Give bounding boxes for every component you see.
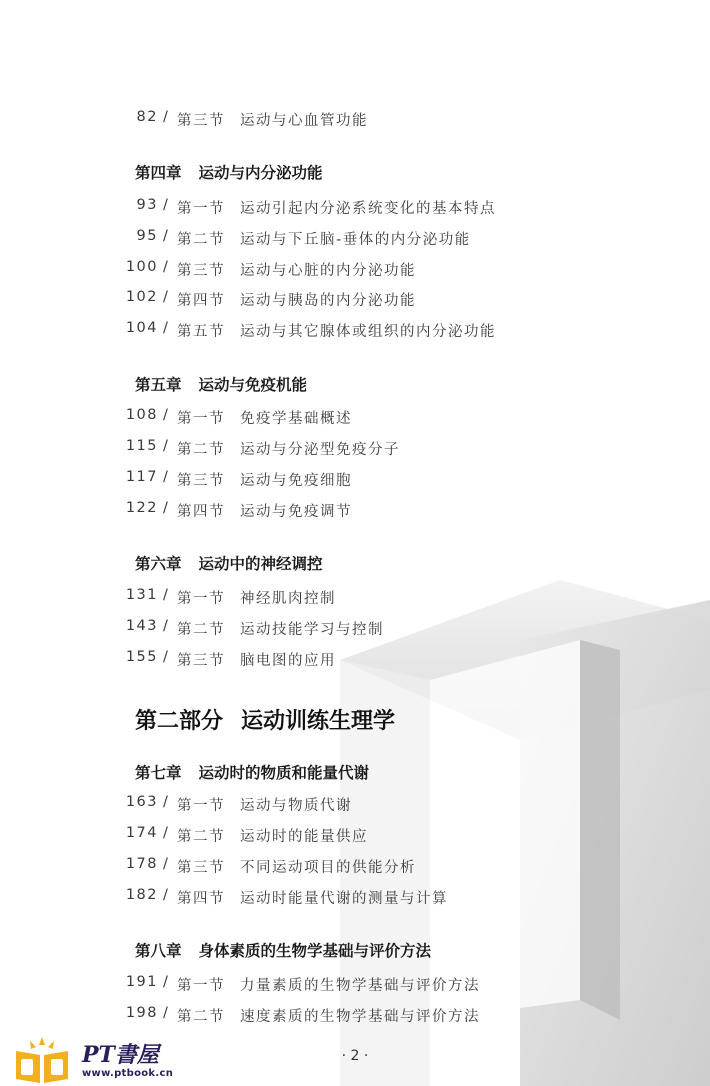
entry-title: 运动时能量代谢的测量与计算 xyxy=(240,891,448,907)
separator: / xyxy=(163,197,170,213)
chapter-heading[interactable] xyxy=(135,373,307,395)
entry-section: 第二节 xyxy=(177,232,225,248)
chapter-title: 运动与内分泌功能 xyxy=(198,164,323,182)
separator: / xyxy=(163,887,170,903)
watermark-logo xyxy=(12,1035,192,1085)
entry-page: 115 xyxy=(125,438,158,454)
entry-page: 102 xyxy=(125,289,158,305)
entry-section: 第三节 xyxy=(177,113,225,129)
separator: / xyxy=(163,109,170,125)
entry-section: 第三节 xyxy=(177,653,225,669)
entry-title: 运动时的能量供应 xyxy=(240,829,368,845)
entry-section: 第二节 xyxy=(177,1009,225,1025)
entry-title: 运动与免疫调节 xyxy=(240,504,352,520)
entry-page: 122 xyxy=(125,500,158,516)
separator: / xyxy=(163,469,170,485)
entry-section: 第一节 xyxy=(177,978,225,994)
entry-page: 191 xyxy=(125,974,158,990)
separator: / xyxy=(163,649,170,665)
entry-page: 163 xyxy=(125,794,158,810)
chapter-heading[interactable] xyxy=(135,552,323,574)
chapter-heading[interactable] xyxy=(135,939,431,961)
entry-title: 运动引起内分泌系统变化的基本特点 xyxy=(240,201,496,217)
separator: / xyxy=(163,500,170,516)
chapter-title: 身体素质的生物学基础与评价方法 xyxy=(198,942,432,960)
part-label: 第二部分 xyxy=(135,709,224,734)
chapter-title: 运动与免疫机能 xyxy=(198,376,308,394)
entry-page: 143 xyxy=(125,618,158,634)
chapter-label: 第八章 xyxy=(135,942,182,960)
chapter-label: 第五章 xyxy=(135,376,182,394)
entry-title: 速度素质的生物学基础与评价方法 xyxy=(240,1009,480,1025)
entry-page: 174 xyxy=(125,825,158,841)
entry-title: 免疫学基础概述 xyxy=(240,411,352,427)
entry-section: 第五节 xyxy=(177,324,225,340)
entry-section: 第一节 xyxy=(177,591,225,607)
entry-title: 运动与其它腺体或组织的内分泌功能 xyxy=(240,324,496,340)
chapter-title: 运动中的神经调控 xyxy=(198,555,323,573)
part-title: 运动训练生理学 xyxy=(241,709,396,734)
separator: / xyxy=(163,259,170,275)
entry-section: 第一节 xyxy=(177,411,225,427)
entry-title: 运动与分泌型免疫分子 xyxy=(240,442,400,458)
chapter-label: 第六章 xyxy=(135,555,182,573)
entry-page: 100 xyxy=(125,259,158,275)
entry-section: 第三节 xyxy=(177,860,225,876)
separator: / xyxy=(163,407,170,423)
watermark-url: www.ptbook.cn xyxy=(82,1068,174,1079)
separator: / xyxy=(163,320,170,336)
entry-page: 104 xyxy=(125,320,158,336)
entry-title: 运动与心血管功能 xyxy=(240,113,368,129)
entry-section: 第三节 xyxy=(177,263,225,279)
separator: / xyxy=(163,825,170,841)
chapter-label: 第七章 xyxy=(135,764,182,782)
entry-section: 第二节 xyxy=(177,829,225,845)
entry-title: 不同运动项目的供能分析 xyxy=(240,860,416,876)
entry-section: 第四节 xyxy=(177,293,225,309)
entry-page: 182 xyxy=(125,887,158,903)
separator: / xyxy=(163,438,170,454)
entry-page: 108 xyxy=(125,407,158,423)
chapter-heading[interactable] xyxy=(135,161,323,183)
page-number: · 2 · xyxy=(341,1048,369,1064)
entry-title: 运动与免疫细胞 xyxy=(240,473,352,489)
separator: / xyxy=(163,1005,170,1021)
entry-title: 运动与胰岛的内分泌功能 xyxy=(240,293,416,309)
chapter-label: 第四章 xyxy=(135,164,182,182)
entry-section: 第一节 xyxy=(177,798,225,814)
entry-page: 93 xyxy=(136,197,158,213)
entry-title: 运动与下丘脑-垂体的内分泌功能 xyxy=(240,232,471,248)
entry-title: 运动技能学习与控制 xyxy=(240,622,384,638)
entry-title: 神经肌肉控制 xyxy=(240,591,336,607)
chapter-title: 运动时的物质和能量代谢 xyxy=(198,764,370,782)
entry-section: 第一节 xyxy=(177,201,225,217)
entry-title: 运动与物质代谢 xyxy=(240,798,352,814)
watermark-brand: PT書屋 xyxy=(82,1042,159,1068)
entry-title: 运动与心脏的内分泌功能 xyxy=(240,263,416,279)
entry-page: 178 xyxy=(125,856,158,872)
entry-title: 力量素质的生物学基础与评价方法 xyxy=(240,978,480,994)
entry-page: 82 xyxy=(136,109,158,125)
chapter-heading[interactable] xyxy=(135,761,369,783)
separator: / xyxy=(163,974,170,990)
entry-section: 第四节 xyxy=(177,504,225,520)
separator: / xyxy=(163,289,170,305)
separator: / xyxy=(163,856,170,872)
entry-page: 95 xyxy=(136,228,158,244)
entry-section: 第二节 xyxy=(177,442,225,458)
entry-page: 198 xyxy=(125,1005,158,1021)
entry-page: 155 xyxy=(125,649,158,665)
entry-section: 第四节 xyxy=(177,891,225,907)
entry-page: 117 xyxy=(125,469,158,485)
part-heading[interactable] xyxy=(135,704,395,735)
separator: / xyxy=(163,618,170,634)
entry-title: 脑电图的应用 xyxy=(240,653,336,669)
separator: / xyxy=(163,228,170,244)
entry-section: 第三节 xyxy=(177,473,225,489)
book-icon xyxy=(12,1035,76,1085)
separator: / xyxy=(163,587,170,603)
separator: / xyxy=(163,794,170,810)
entry-section: 第二节 xyxy=(177,622,225,638)
entry-page: 131 xyxy=(125,587,158,603)
